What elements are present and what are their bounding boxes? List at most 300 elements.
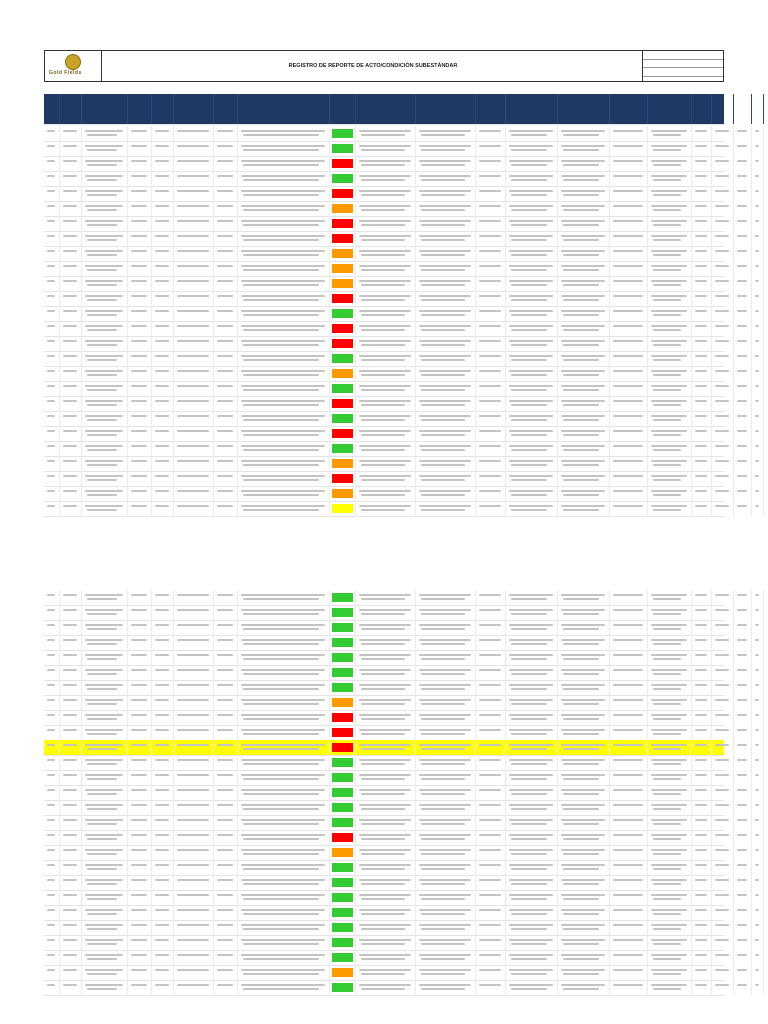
unreadable-text	[87, 703, 117, 705]
table-cell	[128, 635, 152, 650]
table-cell	[60, 141, 82, 156]
unreadable-text	[651, 639, 687, 641]
table-cell	[152, 815, 174, 830]
unreadable-text	[511, 194, 547, 196]
unreadable-text	[87, 748, 117, 750]
unreadable-text	[613, 954, 643, 956]
unreadable-text	[511, 509, 547, 511]
unreadable-text	[613, 969, 643, 971]
unreadable-text	[479, 834, 501, 836]
table-cell	[648, 605, 692, 620]
unreadable-text	[177, 909, 209, 911]
unreadable-text	[563, 793, 599, 795]
table-cell	[330, 276, 356, 291]
unreadable-text	[651, 834, 687, 836]
unreadable-text	[653, 209, 681, 211]
unreadable-text	[243, 838, 319, 840]
document-header	[44, 50, 724, 82]
unreadable-text	[755, 400, 759, 402]
table-cell	[610, 965, 648, 980]
table-cell	[734, 126, 752, 141]
table-cell	[712, 980, 734, 995]
table-cell	[416, 590, 476, 605]
table-cell	[752, 965, 764, 980]
table-cell	[152, 246, 174, 261]
unreadable-text	[217, 400, 233, 402]
unreadable-text	[653, 958, 681, 960]
table-cell	[174, 171, 214, 186]
unreadable-text	[241, 609, 325, 611]
unreadable-text	[85, 939, 123, 941]
table-cell	[128, 186, 152, 201]
table-cell	[734, 141, 752, 156]
unreadable-text	[563, 868, 599, 870]
table-cell	[416, 890, 476, 905]
table-cell	[238, 650, 330, 665]
table-cell	[506, 935, 558, 950]
unreadable-text	[421, 613, 465, 615]
table-cell	[692, 920, 712, 935]
table-cell	[610, 980, 648, 995]
table-cell	[692, 381, 712, 396]
table-cell	[610, 950, 648, 965]
unreadable-text	[651, 160, 687, 162]
unreadable-text	[419, 624, 471, 626]
table-cell	[610, 905, 648, 920]
unreadable-text	[63, 505, 77, 507]
table-cell	[356, 920, 416, 935]
table-cell	[712, 905, 734, 920]
table-cell	[152, 890, 174, 905]
unreadable-text	[47, 430, 55, 432]
table-cell	[416, 695, 476, 710]
table-cell	[648, 351, 692, 366]
table-cell	[692, 935, 712, 950]
table-cell	[44, 201, 60, 216]
table-row	[44, 276, 724, 292]
table-cell	[60, 635, 82, 650]
unreadable-text	[155, 280, 169, 282]
table-cell	[712, 590, 734, 605]
table-cell	[238, 620, 330, 635]
table-cell	[476, 935, 506, 950]
table-cell	[648, 665, 692, 680]
unreadable-text	[241, 325, 325, 327]
unreadable-text	[479, 684, 501, 686]
table-cell	[692, 171, 712, 186]
priority-cell-red	[332, 728, 353, 737]
unreadable-text	[755, 415, 759, 417]
unreadable-text	[359, 370, 411, 372]
unreadable-text	[651, 894, 687, 896]
unreadable-text	[651, 130, 687, 132]
table-cell	[44, 695, 60, 710]
table-cell	[60, 680, 82, 695]
unreadable-text	[361, 434, 405, 436]
table-cell	[238, 231, 330, 246]
table-row	[44, 620, 724, 636]
table-cell	[506, 276, 558, 291]
table-row	[44, 935, 724, 951]
unreadable-text	[131, 295, 147, 297]
table-cell	[476, 815, 506, 830]
unreadable-text	[63, 430, 77, 432]
unreadable-text	[421, 958, 465, 960]
priority-cell-red	[332, 324, 353, 333]
unreadable-text	[131, 879, 147, 881]
table-cell	[712, 785, 734, 800]
table-cell	[734, 590, 752, 605]
table-cell	[752, 680, 764, 695]
table-cell	[712, 186, 734, 201]
table-cell	[558, 501, 610, 516]
table-cell	[330, 830, 356, 845]
table-cell	[60, 965, 82, 980]
table-cell	[356, 321, 416, 336]
unreadable-text	[177, 130, 209, 132]
unreadable-text	[131, 744, 147, 746]
table-cell	[476, 351, 506, 366]
table-cell	[214, 366, 238, 381]
table-cell	[734, 381, 752, 396]
unreadable-text	[361, 613, 405, 615]
table-cell	[214, 905, 238, 920]
table-cell	[214, 965, 238, 980]
unreadable-text	[563, 479, 599, 481]
unreadable-text	[511, 988, 547, 990]
unreadable-text	[695, 280, 707, 282]
unreadable-text	[421, 988, 465, 990]
unreadable-text	[715, 325, 729, 327]
table-cell	[174, 725, 214, 740]
table-cell	[734, 950, 752, 965]
unreadable-text	[87, 314, 117, 316]
table-cell	[152, 755, 174, 770]
table-cell	[558, 216, 610, 231]
unreadable-text	[613, 160, 643, 162]
table-cell	[238, 920, 330, 935]
unreadable-text	[419, 789, 471, 791]
unreadable-text	[177, 939, 209, 941]
unreadable-text	[359, 654, 411, 656]
table-cell	[82, 680, 128, 695]
unreadable-text	[131, 475, 147, 477]
unreadable-text	[511, 838, 547, 840]
table-cell	[356, 441, 416, 456]
unreadable-text	[359, 909, 411, 911]
table-cell	[174, 186, 214, 201]
table-cell	[330, 156, 356, 171]
unreadable-text	[653, 359, 681, 361]
table-cell	[152, 456, 174, 471]
table-cell	[330, 635, 356, 650]
unreadable-text	[755, 609, 759, 611]
unreadable-text	[87, 209, 117, 211]
table-cell	[712, 171, 734, 186]
table-cell	[712, 261, 734, 276]
table-cell	[476, 605, 506, 620]
table-cell	[214, 351, 238, 366]
table-cell	[44, 276, 60, 291]
unreadable-text	[421, 449, 465, 451]
table-cell	[752, 336, 764, 351]
table-cell	[506, 800, 558, 815]
table-cell	[82, 321, 128, 336]
unreadable-text	[479, 385, 501, 387]
unreadable-text	[479, 744, 501, 746]
table-cell	[506, 830, 558, 845]
table-cell	[416, 471, 476, 486]
unreadable-text	[479, 400, 501, 402]
unreadable-text	[479, 804, 501, 806]
document-title: REGISTRO DE REPORTE DE ACTO/CONDICIÓN SUBESTÁNDAR	[288, 63, 458, 69]
table-cell	[712, 351, 734, 366]
table-cell	[610, 471, 648, 486]
table-cell	[648, 785, 692, 800]
table-cell	[60, 785, 82, 800]
table-cell	[60, 366, 82, 381]
unreadable-text	[511, 703, 547, 705]
table-row	[44, 261, 724, 277]
table-cell	[506, 291, 558, 306]
unreadable-text	[241, 415, 325, 417]
unreadable-text	[653, 703, 681, 705]
unreadable-text	[715, 310, 729, 312]
unreadable-text	[509, 639, 553, 641]
unreadable-text	[479, 265, 501, 267]
table-cell	[558, 875, 610, 890]
table-cell	[238, 740, 330, 755]
table-cell	[734, 815, 752, 830]
table-cell	[128, 935, 152, 950]
unreadable-text	[87, 374, 117, 376]
table-cell	[506, 231, 558, 246]
table-cell	[734, 965, 752, 980]
table-cell	[610, 845, 648, 860]
unreadable-text	[755, 325, 759, 327]
unreadable-text	[243, 194, 319, 196]
table-cell	[82, 965, 128, 980]
unreadable-text	[509, 819, 553, 821]
table-cell	[128, 965, 152, 980]
unreadable-text	[561, 699, 605, 701]
unreadable-text	[361, 314, 405, 316]
unreadable-text	[177, 624, 209, 626]
unreadable-text	[479, 280, 501, 282]
unreadable-text	[715, 609, 729, 611]
unreadable-text	[359, 415, 411, 417]
unreadable-text	[561, 145, 605, 147]
table-cell	[356, 501, 416, 516]
table-cell	[174, 650, 214, 665]
unreadable-text	[509, 355, 553, 357]
priority-cell-green	[332, 444, 353, 453]
unreadable-text	[695, 849, 707, 851]
unreadable-text	[131, 460, 147, 462]
table-cell	[82, 905, 128, 920]
unreadable-text	[695, 355, 707, 357]
unreadable-text	[85, 954, 123, 956]
unreadable-text	[85, 250, 123, 252]
table-cell	[692, 755, 712, 770]
unreadable-text	[85, 699, 123, 701]
table-row	[44, 965, 724, 981]
table-cell	[60, 171, 82, 186]
unreadable-text	[511, 254, 547, 256]
table-cell	[506, 650, 558, 665]
table-cell	[152, 650, 174, 665]
table-cell	[82, 845, 128, 860]
table-cell	[416, 171, 476, 186]
table-cell	[416, 935, 476, 950]
unreadable-text	[131, 894, 147, 896]
unreadable-text	[217, 864, 233, 866]
unreadable-text	[47, 894, 55, 896]
unreadable-text	[653, 419, 681, 421]
unreadable-text	[47, 744, 55, 746]
table-cell	[734, 785, 752, 800]
unreadable-text	[695, 160, 707, 162]
unreadable-text	[85, 370, 123, 372]
unreadable-text	[755, 460, 759, 462]
unreadable-text	[361, 943, 405, 945]
unreadable-text	[613, 894, 643, 896]
unreadable-text	[509, 714, 553, 716]
unreadable-text	[561, 415, 605, 417]
unreadable-text	[715, 834, 729, 836]
unreadable-text	[361, 598, 405, 600]
table-cell	[712, 276, 734, 291]
unreadable-text	[47, 954, 55, 956]
unreadable-text	[243, 134, 319, 136]
unreadable-text	[479, 819, 501, 821]
table-cell	[476, 261, 506, 276]
table-cell	[734, 935, 752, 950]
unreadable-text	[737, 325, 747, 327]
table-cell	[610, 426, 648, 441]
unreadable-text	[85, 639, 123, 641]
table-cell	[214, 396, 238, 411]
table-cell	[692, 770, 712, 785]
unreadable-text	[715, 774, 729, 776]
unreadable-text	[651, 280, 687, 282]
table-cell	[174, 590, 214, 605]
unreadable-text	[155, 385, 169, 387]
table-cell	[238, 171, 330, 186]
unreadable-text	[509, 849, 553, 851]
table-header-cell	[734, 94, 752, 124]
table-cell	[60, 186, 82, 201]
unreadable-text	[715, 894, 729, 896]
table-cell	[416, 186, 476, 201]
unreadable-text	[419, 819, 471, 821]
unreadable-text	[479, 864, 501, 866]
unreadable-text	[155, 325, 169, 327]
unreadable-text	[131, 669, 147, 671]
table-cell	[214, 860, 238, 875]
table-cell	[416, 351, 476, 366]
unreadable-text	[479, 505, 501, 507]
unreadable-text	[177, 879, 209, 881]
table-cell	[734, 770, 752, 785]
unreadable-text	[695, 984, 707, 986]
unreadable-text	[695, 175, 707, 177]
table-cell	[712, 710, 734, 725]
table-cell	[82, 950, 128, 965]
unreadable-text	[715, 160, 729, 162]
table-cell	[356, 890, 416, 905]
table-cell	[174, 501, 214, 516]
table-cell	[214, 875, 238, 890]
unreadable-text	[651, 864, 687, 866]
table-cell	[128, 845, 152, 860]
unreadable-text	[87, 673, 117, 675]
table-cell	[506, 201, 558, 216]
table-cell	[610, 246, 648, 261]
table-cell	[82, 411, 128, 426]
unreadable-text	[563, 838, 599, 840]
unreadable-text	[359, 160, 411, 162]
table-cell	[712, 141, 734, 156]
unreadable-text	[177, 969, 209, 971]
unreadable-text	[217, 250, 233, 252]
unreadable-text	[241, 430, 325, 432]
unreadable-text	[755, 175, 759, 177]
unreadable-text	[155, 235, 169, 237]
table-cell	[356, 665, 416, 680]
unreadable-text	[63, 774, 77, 776]
table-cell	[712, 830, 734, 845]
unreadable-text	[131, 145, 147, 147]
table-cell	[692, 965, 712, 980]
unreadable-text	[511, 718, 547, 720]
table-cell	[238, 890, 330, 905]
unreadable-text	[177, 609, 209, 611]
unreadable-text	[561, 729, 605, 731]
unreadable-text	[63, 879, 77, 881]
table-cell	[752, 590, 764, 605]
priority-cell-green	[332, 803, 353, 812]
unreadable-text	[155, 879, 169, 881]
table-cell	[648, 860, 692, 875]
table-cell	[128, 306, 152, 321]
table-cell	[330, 216, 356, 231]
table-cell	[752, 246, 764, 261]
table-cell	[752, 441, 764, 456]
unreadable-text	[653, 688, 681, 690]
table-cell	[692, 860, 712, 875]
unreadable-text	[217, 475, 233, 477]
unreadable-text	[613, 639, 643, 641]
priority-cell-green	[332, 983, 353, 992]
table-cell	[60, 156, 82, 171]
unreadable-text	[419, 774, 471, 776]
table-cell	[558, 695, 610, 710]
unreadable-text	[755, 864, 759, 866]
unreadable-text	[755, 684, 759, 686]
table-cell	[734, 366, 752, 381]
unreadable-text	[87, 778, 117, 780]
unreadable-text	[419, 639, 471, 641]
unreadable-text	[155, 175, 169, 177]
table-cell	[174, 261, 214, 276]
unreadable-text	[419, 445, 471, 447]
unreadable-text	[241, 145, 325, 147]
table-row	[44, 755, 724, 771]
unreadable-text	[651, 190, 687, 192]
unreadable-text	[511, 658, 547, 660]
table-cell	[734, 351, 752, 366]
